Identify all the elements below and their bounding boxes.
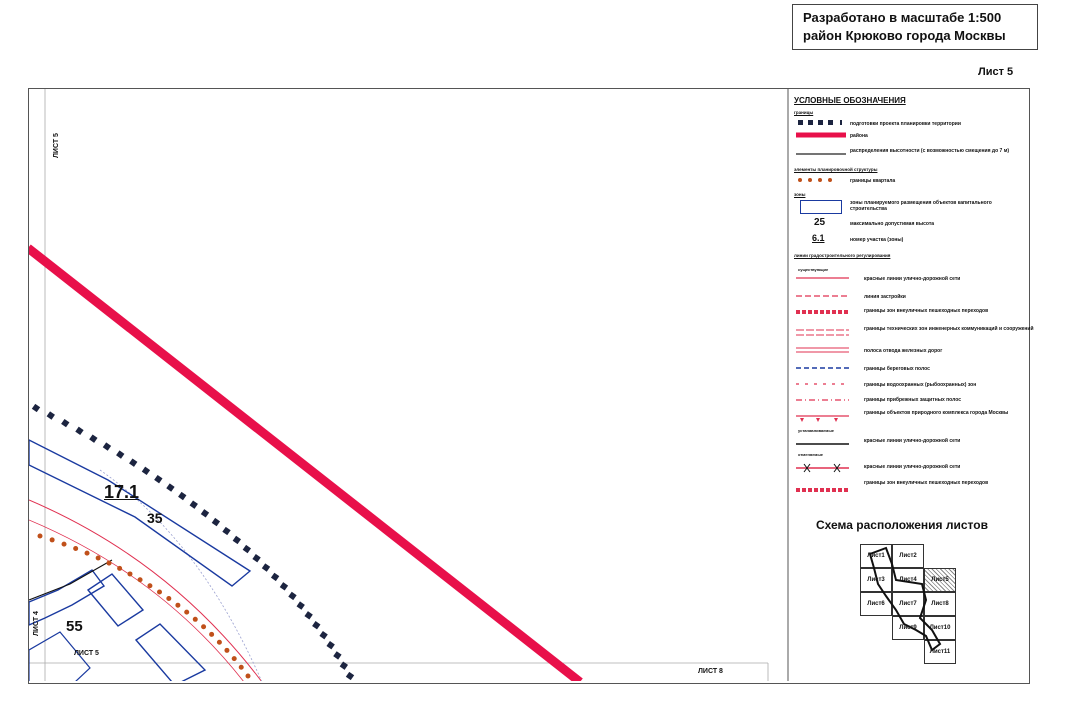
legend-item-pedestrian: границы зон внеуличных пешеходных переходов <box>864 308 989 314</box>
project-boundary-dot <box>75 427 83 435</box>
legend-title: УСЛОВНЫЕ ОБОЗНАЧЕНИЯ <box>794 96 906 105</box>
legend-section-planning: элементы планировочной структуры <box>794 167 878 172</box>
quarter-boundary-dot <box>85 551 90 556</box>
quarter-boundary-dot <box>224 648 229 653</box>
scheme-cell-7: Лист7 <box>892 592 924 616</box>
project-boundary-dot <box>326 641 334 649</box>
project-boundary-dot <box>116 450 124 458</box>
project-boundary-dot <box>297 601 305 609</box>
sheet-label-bottom-left: ЛИСТ 5 <box>74 650 99 657</box>
project-boundary-dot <box>233 536 241 544</box>
project-boundary-dot <box>178 492 186 500</box>
legend-item-pedestrian-cancel: границы зон внеуличных пешеходных переходов <box>864 480 989 486</box>
project-boundary-dots <box>32 404 354 680</box>
sheet-label-top-left: ЛИСТ 5 <box>53 133 60 158</box>
legend-section-zones: зоны <box>794 192 806 197</box>
quarter-boundary-dot <box>117 566 122 571</box>
quarter-boundary-dot <box>138 577 143 582</box>
red-line-curve-1 <box>29 500 262 682</box>
legend-subsection-cancelled: отменяемые <box>798 452 824 457</box>
project-boundary-dot <box>304 611 312 619</box>
quarter-boundary-dot <box>184 610 189 615</box>
sheet-label-left: ЛИСТ 4 <box>33 611 40 636</box>
project-boundary-dot <box>103 442 111 450</box>
quarter-boundary-dot <box>73 546 78 551</box>
quarter-boundary-dot <box>201 624 206 629</box>
legend-item-tech-zones: границы технических зон инженерных коммуникаций и сооружений <box>864 326 1034 332</box>
legend-item-height-zone: распределения высотности (с возможностью смещения до 7 м) <box>850 148 1010 154</box>
scheme-cell-4: Лист4 <box>892 568 924 592</box>
sheet-number: Лист 5 <box>978 66 1014 78</box>
scheme-cell-6: Лист6 <box>860 592 892 616</box>
project-boundary-dot <box>129 458 137 466</box>
legend-item-railway: полоса отвода железных дорог <box>864 348 943 354</box>
scheme-cell-8: Лист8 <box>924 592 956 616</box>
quarter-boundary-dot <box>157 590 162 595</box>
quarter-boundary-dot <box>217 640 222 645</box>
scale-title: Разработано в масштабе 1:500 <box>803 10 1002 25</box>
project-boundary-dot <box>262 563 270 571</box>
scheme-cell-3: Лист3 <box>860 568 892 592</box>
building-outline-1 <box>29 570 104 625</box>
project-boundary-dot <box>319 631 327 639</box>
project-boundary-dot <box>280 582 288 590</box>
legend-item-capital-zone: зоны планируемого размещения объектов капитального строительства <box>850 200 992 212</box>
quarter-boundary-dot <box>193 617 198 622</box>
scheme-title: Схема расположения листов <box>816 518 988 532</box>
legend-item-quarter: границы квартала <box>850 178 896 184</box>
scheme-cell-9: Лист9 <box>892 616 924 640</box>
legend-item-water: границы водоохранных (рыбоохранных) зон <box>864 382 977 388</box>
quarter-boundary-dot <box>239 665 244 670</box>
zone-17-1-outline <box>29 440 250 586</box>
building-outline-3 <box>136 624 205 682</box>
project-boundary-dot <box>212 518 220 526</box>
project-boundary-dot <box>190 500 198 508</box>
quarter-boundary-dot <box>147 583 152 588</box>
legend-item-red-lines-new: красные линии улично-дорожной сети <box>864 438 961 444</box>
project-boundary-dot <box>252 554 260 562</box>
quarter-boundary-dot <box>166 596 171 601</box>
legend-item-red-lines-existing: красные линии улично-дорожной сети <box>864 276 961 282</box>
project-boundary-dot <box>243 545 251 553</box>
legend-item-coastal: границы прибрежных защитных полос <box>864 397 961 403</box>
project-boundary-dot <box>312 621 320 629</box>
quarter-boundary-dot <box>50 537 55 542</box>
scheme-cell-10: Лист10 <box>924 616 956 640</box>
project-boundary-dot <box>32 404 40 412</box>
scheme-boundary-outline <box>856 540 966 670</box>
building-outline-2 <box>88 574 143 626</box>
legend-item-red-lines-cancel: красные линии улично-дорожной сети <box>864 464 961 470</box>
project-boundary-dot <box>271 573 279 581</box>
block-number-label: 55 <box>66 618 83 635</box>
red-line-curve-2 <box>29 520 244 682</box>
legend-item-plot-number: номер участка (зоны) <box>850 237 904 243</box>
legend-item-district: района <box>850 133 868 139</box>
scheme-cell-2: Лист2 <box>892 544 924 568</box>
project-boundary-dot <box>333 651 341 659</box>
zone-height-label: 35 <box>147 510 163 526</box>
legend-section-boundaries: границы <box>794 110 814 115</box>
legend-item-building-line: линия застройки <box>864 294 906 300</box>
project-boundary-dot <box>61 419 69 427</box>
legend-symbols-boundaries <box>794 118 850 188</box>
project-boundary-dot <box>222 527 230 535</box>
legend-max-height-value: 25 <box>814 217 826 228</box>
legend-symbols-regulation <box>794 272 854 502</box>
scheme-cell-1: Лист1 <box>860 544 892 568</box>
zone-number-label: 17.1 <box>104 482 140 502</box>
legend-section-regulation: линии градостроительного регулирования <box>794 253 891 258</box>
legend-plot-number-value: 6.1 <box>812 233 825 243</box>
project-boundary-dot <box>166 483 174 491</box>
legend-subsection-existing: существующие <box>798 267 829 272</box>
project-boundary-dot <box>142 467 150 475</box>
quarter-boundary-dot <box>38 534 43 539</box>
legend-item-nature: границы объектов природного комплекса города Москвы <box>864 410 1009 416</box>
scheme-cell-11: Лист11 <box>924 640 956 664</box>
project-boundary-dot <box>89 434 97 442</box>
quarter-boundary-dot <box>62 542 67 547</box>
legend-item-max-height: максимально допустимая высота <box>850 221 935 227</box>
quarter-boundary-dot <box>175 603 180 608</box>
scheme-cell-5: Лист5 <box>924 568 956 592</box>
quarter-boundary-dot <box>246 674 251 679</box>
project-boundary-dot <box>346 672 354 680</box>
legend-zone-box-symbol <box>800 200 842 214</box>
legend-item-project: подготовки проекта планировки территории <box>850 121 961 127</box>
quarter-boundary-dot <box>127 571 132 576</box>
project-boundary-dot <box>154 475 162 483</box>
legend-item-shore: границы береговых полос <box>864 366 930 372</box>
quarter-boundary-dot <box>107 561 112 566</box>
quarter-boundary-dot <box>209 632 214 637</box>
sheet-label-bottom-right: ЛИСТ 8 <box>698 668 723 675</box>
project-boundary-dot <box>47 411 55 419</box>
project-boundary-dot <box>201 509 209 517</box>
quarter-boundary-dot <box>96 555 101 560</box>
legend-subsection-established: устанавливаемые <box>798 428 834 433</box>
building-outline-4 <box>29 632 90 682</box>
district-title: район Крюково города Москвы <box>803 28 1006 43</box>
project-boundary-dot <box>288 592 296 600</box>
quarter-boundary-dot <box>232 656 237 661</box>
